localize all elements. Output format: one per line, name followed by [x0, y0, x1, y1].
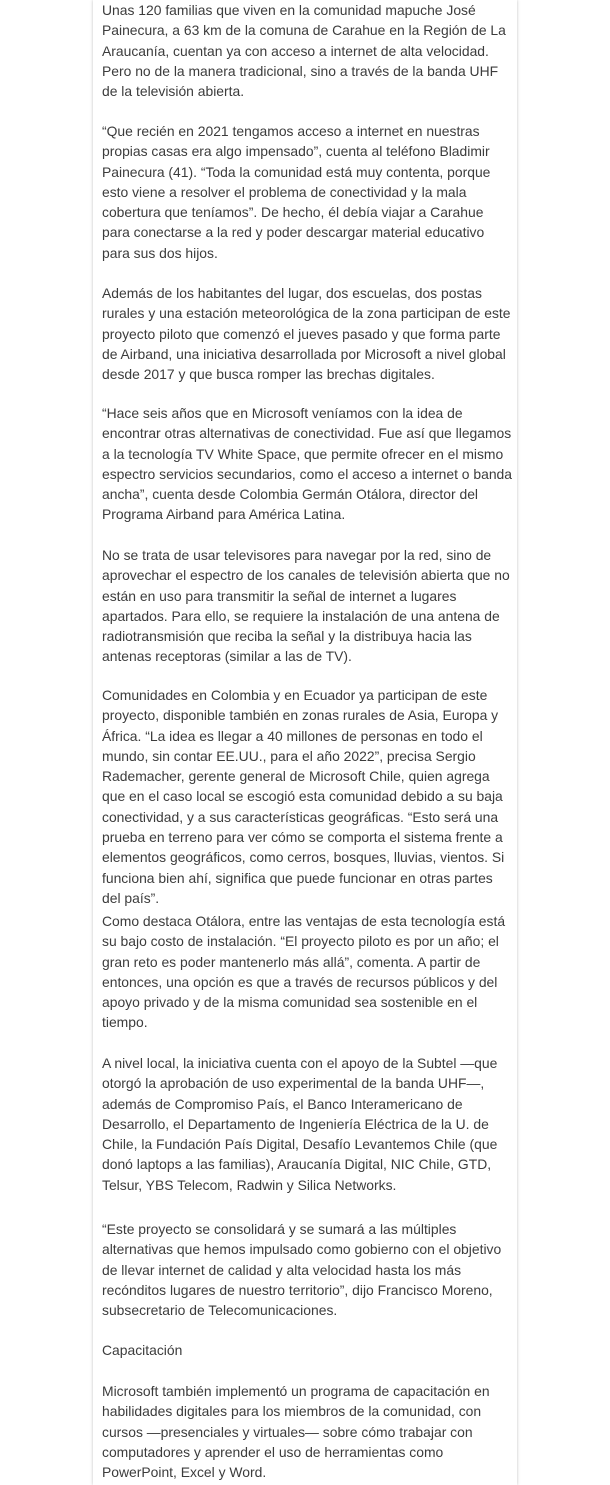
article-paragraph: Microsoft también implementó un programa de capacitación en habilidades digitales para los miembros de la comunidad, con cursos —presenciales y virtuales— sobre cómo trabajar con computadores y aprender el uso de herramientas como PowerPoint, Excel y Word. — [102, 1383, 490, 1481]
article-body — [93, 0, 517, 1485]
article-paragraph: Unas 120 familias que viven en la comunidad mapuche José Painecura, a 63 km de la comuna de Carahue en la Región de La Araucanía, cuentan ya con acceso a internet de alta velocidad. Pero no de la manera tradicional, sino a través de la banda UHF de la televisión abierta. — [102, 2, 506, 100]
article-paragraph: Además de los habitantes del lugar, dos escuelas, dos postas rurales y una estación meteorológica de la zona participan de este proyecto piloto que comenzó el jueves pasado y que forma parte de Airband, una iniciativa desarrollada por Microsoft a nivel global desde 2017 y que busca romper las brechas digitales. — [102, 285, 511, 383]
article-paragraph: A nivel local, la iniciativa cuenta con el apoyo de la Subtel —que otorgó la aprobación de uso experimental de la banda UHF—, además de Compromiso País, el Banco Interamericano de Desarrollo, el Departamento de Ingeniería Eléctrica de la U. de Chile, la Fundación País Digital, Desafío Levantemos Chile (que donó laptops a las familias), Araucanía Digital, NIC Chile, GTD, Telsur, YBS Telecom, Radwin y Silica Networks. — [102, 1055, 498, 1193]
article-paragraph: “Que recién en 2021 tengamos acceso a internet en nuestras propias casas era algo impensado”, cuenta al teléfono Bladimir Painecura (41). “Toda la comunidad está muy contenta, porque esto viene a resolver el problema de conectividad y la mala cobertura que teníamos”. De hecho, él debía viajar a Carahue para conectarse a la red y poder descargar material educativo para sus dos hijos. — [102, 123, 491, 261]
article-paragraph: “Este proyecto se consolidará y se sumará a las múltiples alternativas que hemos impulsado como gobierno con el objetivo de llevar internet de calidad y alta velocidad hasta los más recónditos lugares de nuestro territorio”, dijo Francisco Moreno, subsecretario de Telecomunicaciones. — [102, 1221, 502, 1319]
section-heading: Capacitación — [102, 1342, 183, 1358]
article-paragraph: “Hace seis años que en Microsoft veníamos con la idea de encontrar otras alternativas de conectividad. Fue así que llegamos a la tecnología TV White Space, que permite ofrecer en el mismo espectro servicios secundarios, como el acceso a internet o banda ancha”, cuenta desde Colombia Germán Otálora, director del Programa Airband para América Latina. — [102, 405, 512, 523]
article-paragraph: No se trata de usar televisores para navegar por la red, sino de aprovechar el espectro de los canales de televisión abierta que no están en uso para transmitir la señal de internet a lugares apartados. Para ello, se requiere la instalación de una antena de radiotransmisión que reciba la señal y la distribuya hacia las antenas receptoras (similar a las de TV). — [102, 547, 510, 665]
article-paragraph: Como destaca Otálora, entre las ventajas de esta tecnología está su bajo costo de instalación. “El proyecto piloto es por un año; el gran reto es poder mantenerlo más allá”, comenta. A partir de entonces, una opción es que a través de recursos públicos y del apoyo privado y de la misma comunidad sea sostenible en el tiempo. — [102, 913, 506, 1031]
article-paragraph: Comunidades en Colombia y en Ecuador ya participan de este proyecto, disponible también en zonas rurales de Asia, Europa y África. “La idea es llegar a 40 millones de personas en todo el mundo, sin contar EE.UU., para el año 2022”, precisa Sergio Rademacher, gerente general de Microsoft Chile, quien agrega que en el caso local se escogió esta comunidad debido a su baja conectividad, y a sus características geográficas. “Esto será una prueba en terreno para ver cómo se comporta el sistema frente a elementos geográficos, como cerros, bosques, lluvias, vientos. Si funciona bien ahí, significa que puede funcionar en otras partes del país”. — [102, 687, 505, 906]
